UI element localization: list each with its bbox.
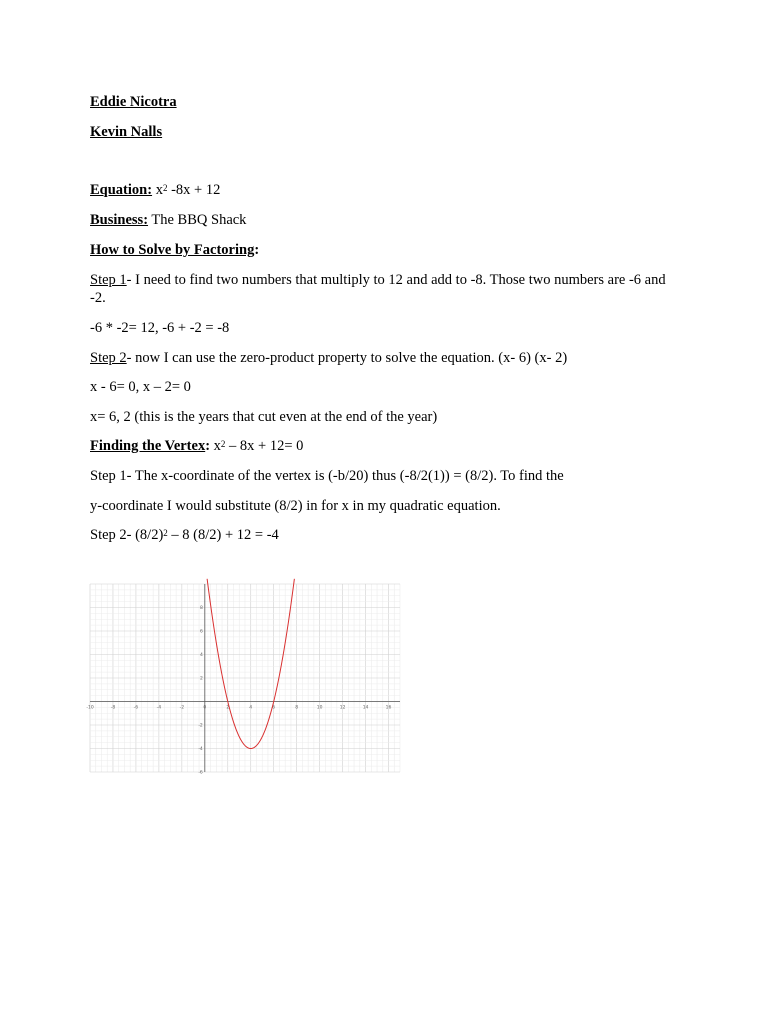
- y-tick-label: 8: [199, 606, 203, 611]
- x-tick-label: -6: [133, 705, 139, 711]
- vertex-heading: Finding the Vertex: [90, 438, 206, 454]
- factoring-step-1: [90, 271, 670, 307]
- business-value: The BBQ Shack: [148, 212, 247, 228]
- step-2-text: - now I can use the zero-product property to solve the equation. (x- 6) (x- 2): [126, 350, 568, 366]
- x-tick-label: 14: [362, 705, 369, 711]
- x-tick-label: 10: [316, 705, 323, 711]
- factoring-heading-text: How to Solve by Factoring: [90, 242, 255, 258]
- equation-label: Equation:: [90, 182, 153, 198]
- x-tick-label: 16: [385, 705, 392, 711]
- vertex-eq-rest: – 8x + 12= 0: [225, 438, 304, 454]
- factoring-heading-colon: :: [254, 242, 260, 258]
- y-tick-label: 4: [199, 653, 203, 658]
- parabola-graph: [86, 584, 400, 776]
- solution-line: x= 6, 2 (this is the years that cut even at the end of the year): [90, 409, 438, 425]
- vertex-eq-exponent: 2: [220, 439, 226, 449]
- business-line: [90, 211, 680, 229]
- business-label: Business:: [90, 212, 149, 228]
- x-tick-label: 4: [249, 705, 253, 711]
- step-1-text: - I need to find two numbers that multiply to 12 and add to -8. Those two numbers are -6 and -2.: [90, 272, 666, 306]
- vertex-step-2-pre: Step 2- (8/2): [90, 527, 164, 543]
- x-tick-label: -4: [156, 705, 162, 711]
- x-tick-label: -8: [110, 705, 116, 711]
- vertex-step-2: [90, 526, 680, 544]
- y-tick-label: -4: [198, 747, 203, 752]
- vertex-heading-line: [90, 437, 680, 455]
- equation-base: x: [155, 182, 163, 198]
- x-tick-label: 8: [295, 705, 299, 711]
- vertex-eq-base: x: [210, 438, 221, 454]
- equation-rest: -8x + 12: [167, 182, 221, 198]
- factoring-heading: [90, 241, 680, 259]
- x-tick-label: 12: [339, 705, 346, 711]
- step-2-label: Step 2: [90, 350, 127, 366]
- y-tick-label: -6: [198, 770, 203, 776]
- vertex-step-2-exponent: 2: [163, 528, 168, 538]
- x-tick-label: 6: [272, 705, 276, 711]
- x-tick-label: 0: [203, 705, 207, 711]
- vertex-heading-colon: :: [205, 438, 211, 454]
- y-tick-label: 6: [199, 629, 203, 635]
- author-name-2: Kevin Nalls: [90, 124, 163, 140]
- step-1-label: Step 1: [90, 272, 127, 288]
- zero-product-line: x - 6= 0, x – 2= 0: [90, 379, 191, 395]
- equation-line: [90, 181, 680, 199]
- factoring-check: -6 * -2= 12, -6 + -2 = -8: [90, 320, 230, 336]
- y-tick-label: -2: [198, 723, 203, 729]
- vertex-step-1a: Step 1- The x-coordinate of the vertex is (-b/20) thus (-8/2(1)) = (8/2). To find the: [90, 468, 564, 484]
- author-name-1: Eddie Nicotra: [90, 94, 177, 110]
- vertex-step-2-post: – 8 (8/2) + 12 = -4: [167, 527, 279, 543]
- equation-exponent: 2: [162, 183, 168, 193]
- vertex-step-1b: y-coordinate I would substitute (8/2) in for x in my quadratic equation.: [90, 498, 501, 514]
- x-tick-label: -2: [179, 705, 185, 711]
- x-tick-label: -10: [86, 705, 94, 711]
- factoring-step-2: [90, 349, 680, 367]
- x-tick-label: 2: [226, 705, 230, 711]
- y-tick-label: 2: [199, 676, 203, 682]
